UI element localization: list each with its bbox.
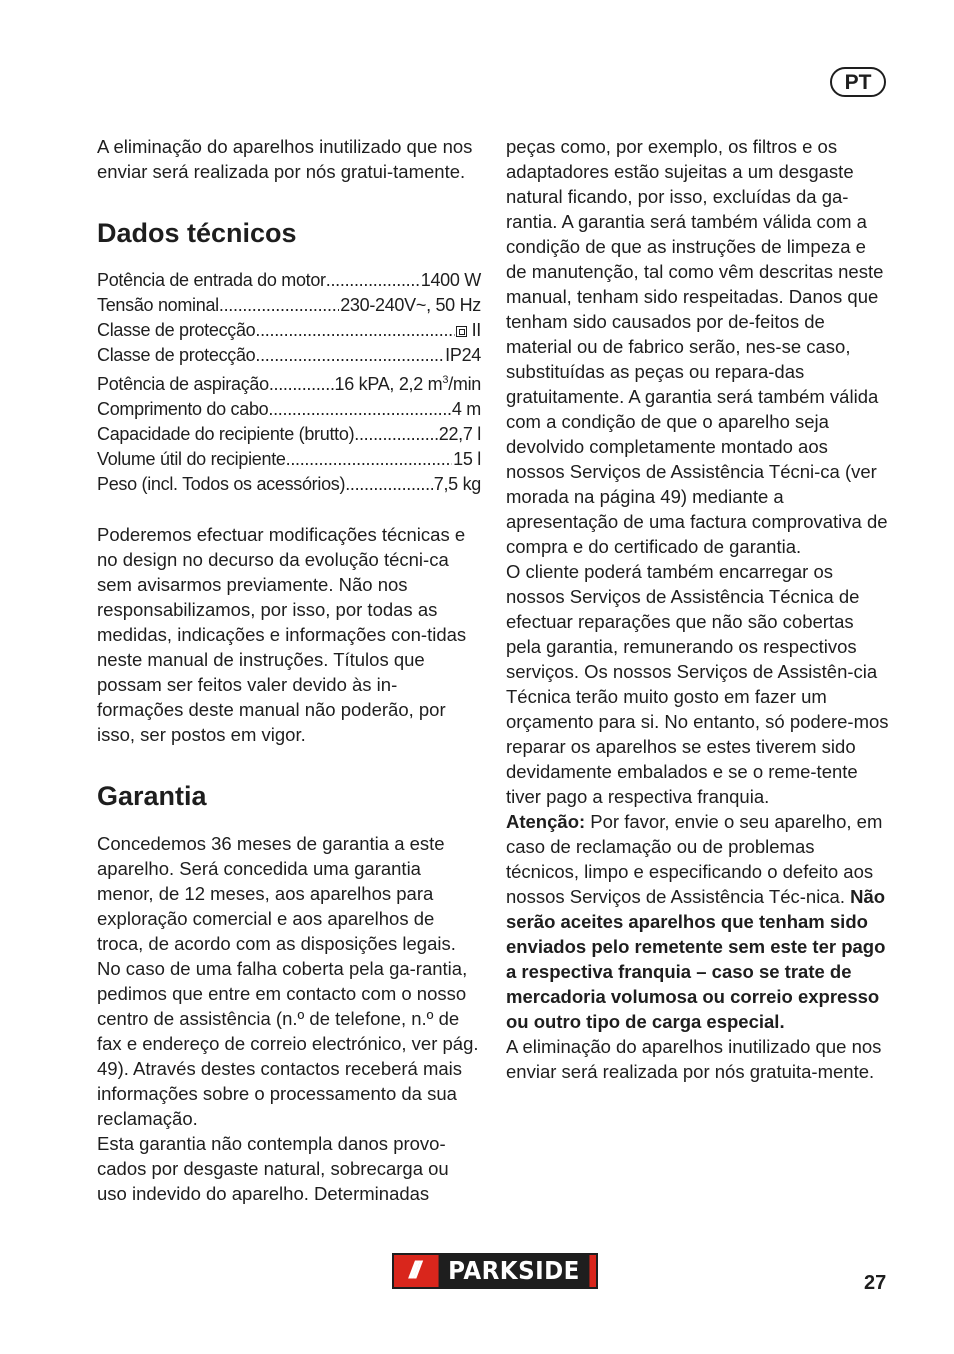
spec-label: Tensão nominal	[97, 295, 219, 315]
spec-superscript: 3	[442, 374, 449, 386]
protection-class-ii-icon	[456, 326, 467, 337]
spec-label: Potência de aspiração	[97, 374, 269, 394]
paid-repairs-paragraph: O cliente poderá também encarregar os nossos Serviços de Assistência Técnica de efectuar reparações que não são cobertas pela garantia, remunerando os respectivos serviços. Os nossos Serviços de Assistên-cia Técnica terão muito gosto em fazer um orçamento para si. No entanto, só podere-mos reparar os aparelhos se estes tiverem sido devidamente embalados e se o reme-tente tiver pago a respectiva franquia.	[506, 561, 889, 807]
warranty-heading: Garantia	[97, 781, 207, 811]
logo-slashes: ///	[408, 1257, 417, 1284]
left-column	[97, 134, 481, 1206]
spec-value: II	[471, 320, 481, 340]
spec-row	[97, 293, 481, 318]
warranty-paragraph: Concedemos 36 meses de garantia a este aparelho. Será concedida uma garantia menor, de 12 meses, aos aparelhos para exploração comercial e aos aparelhos de troca, de acordo com as disposições legais. No caso de uma falha coberta pela ga-rantia, pedimos que entre em contacto com o nosso centro de assistência (n.º de telefone, n.º de fax e endereço de correio electrónico, ver pág. 49). Através destes contactos receberá mais informações sobre o processamento da sua reclamação.	[97, 833, 479, 1129]
parkside-logo	[392, 1253, 598, 1289]
spec-value: 16 kPA, 2,2 m	[334, 374, 443, 394]
spec-list	[97, 268, 481, 497]
disposal-paragraph-2: A eliminação do aparelhos inutilizado que nos enviar será realizada por nós gratuita-mente.	[506, 1036, 882, 1082]
attention-warning: Não serão aceites aparelhos que tenham sido enviados pelo remetente sem este ter pago a respectiva franquia – caso se trate de mercadoria volumosa ou correio expresso ou outro tipo de carga especial.	[506, 886, 886, 1032]
spec-label: Potência de entrada do motor	[97, 270, 326, 290]
spec-row	[97, 422, 481, 447]
spec-value: 230-240V~, 50 Hz	[340, 295, 481, 315]
spec-label: Classe de protecção	[97, 345, 256, 365]
spec-label: Classe de protecção	[97, 320, 256, 340]
spec-value: 22,7 l	[438, 424, 481, 444]
modifications-paragraph: Poderemos efectuar modificações técnicas e no design no decurso da evolução técni-ca sem avisarmos previamente. Não nos responsabilizamos, por isso, por todas as medidas, indicações e informações con-tidas neste manual de instruções. Títulos que possam ser feitos valer devido às in-formações deste manual não poderão, por isso, ser postos em vigor.	[97, 524, 467, 745]
tech-data-heading: Dados técnicos	[97, 218, 297, 248]
spec-label: Volume útil do recipiente	[97, 449, 286, 469]
spec-row	[97, 472, 481, 497]
attention-label: Atenção:	[506, 811, 586, 832]
spec-label: Comprimento do cabo	[97, 399, 269, 419]
spec-value: IP24	[445, 345, 481, 365]
page-number: 27	[864, 1272, 887, 1294]
spec-label: Capacidade do recipiente (brutto)	[97, 424, 355, 444]
spec-row	[97, 447, 481, 472]
spec-row	[97, 318, 481, 343]
warranty-continued-paragraph: peças como, por exemplo, os filtros e os adaptadores estão sujeitas a um desgaste natural ficando, por isso, excluídas da ga-rantia. A garantia será também válida com a condição de que as instruções de limpeza e de manutenção, tal como vêm descritas neste manual, tenham sido respeitadas. Danos que tenham sido causados por de-feitos de material ou de fabrico serão, nes-se caso, substituídas as peças ou repara-das gratuitamente. A garantia será também válida com a condição de que o aparelho seja devolvido completamente montado aos nossos Serviços de Assistência Técni-ca (ver morada na página 49) mediante a apresentação de uma factura comprovativa de compra e do certificado de garantia.	[506, 136, 888, 557]
spec-row	[97, 397, 481, 422]
spec-value: 4 m	[451, 399, 481, 419]
right-column	[506, 134, 890, 1084]
attention-paragraph	[506, 809, 890, 1034]
language-badge: PT	[830, 67, 886, 97]
attention-text: Por favor, envie o seu aparelho, em caso de reclamação ou de problemas técnicos, limpo e especificando o defeito aos nossos Serviços de Assistência Téc-nica.	[506, 811, 883, 907]
spec-value: 7,5 kg	[433, 474, 481, 494]
spec-row	[97, 268, 481, 293]
spec-suffix: /min	[448, 374, 481, 394]
disposal-paragraph: A eliminação do aparelhos inutilizado que nos enviar será realizada por nós gratui-tamente.	[97, 136, 473, 182]
spec-value: 1400 W	[420, 270, 481, 290]
warranty-exclusions-paragraph: Esta garantia não contempla danos provo-cados por desgaste natural, sobrecarga ou uso indevido do aparelho. Determinadas	[97, 1133, 449, 1204]
spec-row	[97, 343, 481, 368]
spec-label: Peso (incl. Todos os acessórios)	[97, 474, 346, 494]
logo-text: PARKSIDE	[439, 1255, 590, 1287]
spec-value: 15 l	[453, 449, 481, 469]
spec-row	[97, 368, 481, 397]
